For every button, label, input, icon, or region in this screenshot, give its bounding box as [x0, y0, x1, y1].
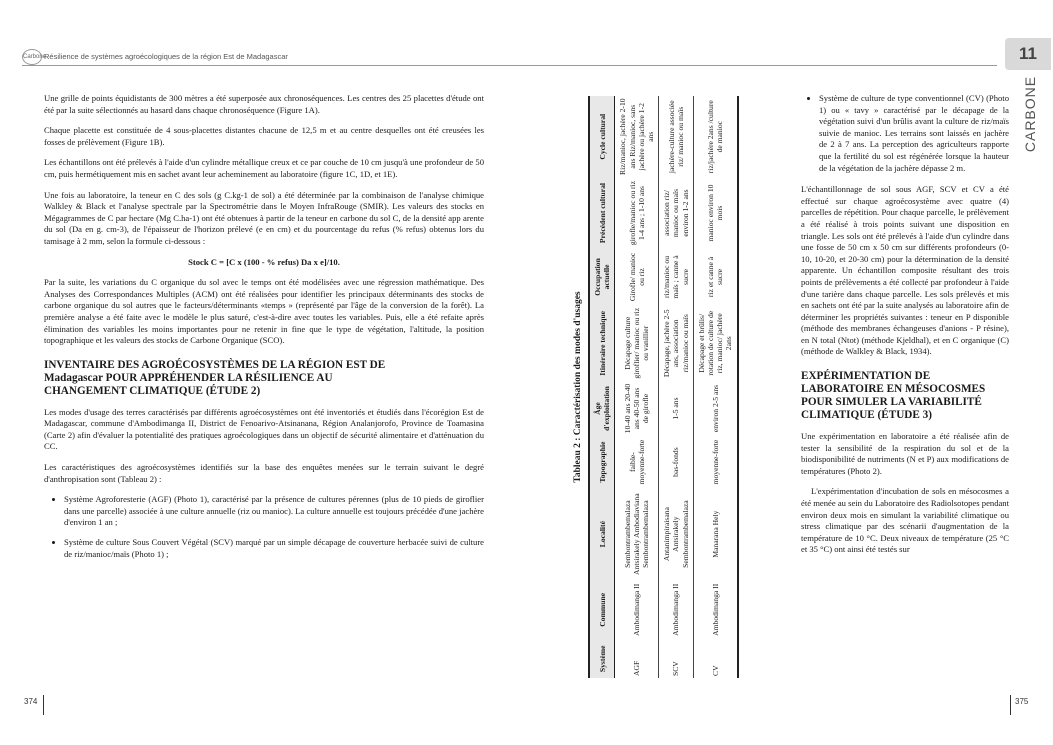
paragraph: L'échantillonnage de sol sous AGF, SCV et CV a été effectué sur chaque agroécosystème avec quatre (4) parcelles de répétition. Pour chaque parcelle, le prélèvement a été réalisé à trois points suivant une disposition en triangle. Les sols ont été prélevés à l'aide d'un cylindre dans une fosse de 50 cm x 50 cm sur différents profondeurs (0-10, 10-20, et 20-30 cm) pour la détermination de la densité apparente. Un échantillon composite résultant des trois points de prélèvements a été collecté par profondeur à l'aide d'une tarière dans chaque parcelle. Les sols prélevés et mis en sachets ont été par la suite analysés au laboratoire afin de déterminer les propriétés suivantes : teneur en P disponible (méthode des membranes échangeuses d'anions - P résine), en N total (Ntot) (méthode Kjeldhal), et en C organique (C) (méthode de Walkley & Black, 1934).	[801, 184, 1009, 357]
table-header-row	[589, 96, 615, 678]
table-row	[693, 96, 737, 678]
table-row	[659, 96, 694, 678]
cell-localite: Antanimpiraisana Antsirakely Sembontrambemalaza	[662, 500, 690, 568]
cell-commune: Ambodimanga II	[671, 583, 681, 636]
publisher-logo: Carbone	[22, 49, 42, 65]
agroecosystem-list	[44, 494, 484, 560]
cell-occupation: riz/manioc ou maïs ; canne à sucre	[662, 255, 690, 299]
right-column	[801, 93, 1009, 565]
cell-commune: Ambodimanga II	[632, 583, 642, 636]
cell-precedent: girofle/manioc ou riz 1-4 ans ; 1-10 ans	[627, 180, 646, 246]
column-header: Précédent cultural	[597, 182, 607, 244]
cell-systeme: CV	[710, 665, 720, 676]
page-number-right-rule	[1010, 695, 1011, 715]
paragraph: Une expérimentation en laboratoire a été réalisée afin de tester la sensibilité de la respiration du sol et de la biodisponibilité de nutriments (N et P) aux modifications de températures (Photo 2).	[801, 431, 1009, 476]
table-caption: Tableau 2 : Caractérisation des modes d'usages	[573, 291, 583, 483]
list-item-scv: • Système de culture Sous Couvert Végétal (SCV) marqué par un simple décapage de couverture herbacée suivi de culture de riz/manioc/maïs (Photo 1) ;	[64, 537, 484, 560]
page-number-right: 375	[1015, 697, 1029, 706]
paragraph: Une fois au laboratoire, la teneur en C des sols (g C.kg-1 de sol) a été déterminée par la combinaison de l'analyse chimique Walkley & Black et l'analyse spectrale par la Spectrométrie dans le Moyen InfraRouge (SMIR). Les valeurs des stocks en Mégagrammes de C par hectare (Mg C.ha-1) ont été obtenues à partir de la teneur en carbone du sol C, de la densité app arente du sol (Da en g. cm-3), de l'épaisseur de l'horizon prélevé (e en cm) et du pourcentage du refus (% refus) obtenus lors du tamisage à 2 mm, selon la formule ci-dessous :	[44, 189, 484, 246]
paragraph: Chaque placette est constituée de 4 sous-placettes distantes chacune de 12,5 m et au centre desquelles ont été creusées les fosses de prélèvement (Figure 1B).	[44, 125, 484, 147]
paragraph: L'expérimentation d'incubation de sols en mésocosmes a été menée au sein du Laboratoire des Radiolsotopes pendant environ deux mois en simulant la variabilité climatique ou stress climatique par des scénarii d'augmentation de la température de 10 °C. Deux niveaux de température (25 °C et 35 °C) ont ainsi été testés sur	[801, 486, 1009, 555]
paragraph: Par la suite, les variations du C organique du sol avec le temps ont été modélisées avec une régression mathématique. Des Analyses des Correspondances Multiples (ACM) ont été réalisées pour identifier les principaux déterminants des stocks de carbone organique du sol autres que le facteurs/déterminants «temps » (représenté par l'âge de la conversion de la forêt). La première analyse a été faite avec le modèle le plus saturé, c'est-à-dire avec toutes les variables. Puis, elle a été refaite après élimination des variables les moins importantes pour ne retenir in fine que le type de végétation, l'altitude, la position topographique et les valeurs des stocks de Carbone Organique (SCO).	[44, 277, 484, 346]
section-heading-etude-2: INVENTAIRE DES AGROÉCOSYSTÈMES DE LA RÉGION EST DE Madagascar POUR APPRÉHENDER LA RÉSILIENCE AU CHANGEMENT CLIMATIQUE (ÉTUDE 2)	[44, 358, 386, 397]
page-number-left-rule	[43, 695, 44, 715]
column-header: Commune	[597, 592, 607, 627]
chapter-number: 11	[1005, 38, 1051, 70]
cell-precedent: manioc environ 10 mois	[706, 184, 725, 242]
cell-cycle: riz/jachère 2ans /culture de manioc	[706, 100, 725, 174]
cell-topographie: faible-moyenne-forte	[627, 439, 646, 485]
cell-commune: Ambodimanga II	[710, 583, 720, 636]
paragraph: Les modes d'usage des terres caractérisés par différents agroécosystèmes ont été inventoriés et étudiés dans l'écorégion Est de Madagascar, commune d'Ambodimanga II, District de Fenoarivo-Atsinanana, Région Analanjorofo, Province de Toamasina (Carte 2) afin d'évaluer la potentialité des pratiques agroécologiques dans un objectif de sécurité alimentaire et d'atténuation du CC.	[44, 406, 484, 452]
paragraph: Les caractéristiques des agroécosystèmes identifiés sur la base des enquêtes menées sur le terrain suivant le degré d'anthropisation sont (Tableau 2) :	[44, 462, 484, 484]
cell-occupation: Girofle/ manioc ou riz	[627, 252, 646, 302]
cell-itineraire: Décapage, jachère 2-5 ans, association riz/manioc ou maïs	[662, 309, 690, 378]
cell-precedent: association riz/ manioc ou maïs environ 1-2 ans	[662, 188, 690, 238]
column-header: Localité	[597, 521, 607, 548]
cell-cycle: jachère-culture associée riz/ manioc ou maïs	[666, 100, 686, 174]
page-number-left: 374	[24, 697, 38, 706]
running-title: Résilience de systèmes agroécologiques de la région Est de Madagascar	[44, 52, 288, 61]
cell-localite: Manarana Hely	[710, 510, 720, 558]
stock-formula: Stock C = [C x (100 - % refus) Da x e]/10.	[188, 256, 340, 267]
cell-localite: Sembontrambemalaza Antsirakely Ambodiaviana Sembontrambemalaza	[623, 493, 651, 575]
table-row	[615, 96, 659, 678]
paragraph: Les échantillons ont été prélevés à l'aide d'un cylindre métallique creux et ce par couche de 10 cm jusqu'à une profondeur de 50 cm, puis hermétiquement mis en sachet avant leur acheminement au laboratoire (figure 1C, 1D, et 1E).	[44, 157, 484, 179]
column-header: Itinéraire technique	[597, 310, 607, 376]
cell-systeme: AGF	[632, 660, 642, 676]
cell-cycle: Riz/manioc, jachère 2-10 ans Riz/manioc, sans jachère ou jachère 1-2 ans	[618, 98, 656, 175]
cell-itineraire: Décapage et brûlis/ rotation de culture de riz, manioc/ jachère 2ans	[696, 310, 734, 376]
cell-age: 10-40 ans 20-40 ans 40-50 ans de girofle	[623, 383, 651, 434]
cell-occupation: riz et canne à sucre	[706, 256, 725, 298]
column-header: Occupation actuelle	[593, 258, 612, 296]
column-header: Cycle cultural	[597, 113, 607, 160]
header-rule	[22, 65, 997, 66]
table-2-container	[568, 96, 780, 678]
cell-age: 1-5 ans	[671, 397, 681, 420]
left-column	[44, 93, 484, 568]
cell-age: environ 2-5 ans	[710, 384, 720, 433]
section-heading-etude-3: EXPÉRIMENTATION DE LABORATOIRE EN MÉSOCOSMES POUR SIMULER LA VARIABILITÉ CLIMATIQUE (ÉTUDE 3)	[801, 370, 986, 422]
cell-itineraire: Décapage culture giroflier/ manioc ou riz ou vanillier	[623, 307, 651, 379]
cell-topographie: bas-fonds	[671, 447, 681, 477]
paragraph: Une grille de points équidistants de 300 mètres a été superposée aux chronoséquences. Les centres des 25 placettes d'étude ont été par la suite sélectionnés au hasard dans chaque chronoséquence (Figure 1A).	[44, 93, 484, 115]
agroecosystem-list-continued	[801, 93, 1009, 174]
cell-systeme: SCV	[671, 661, 681, 676]
usage-modes-table	[588, 96, 739, 678]
list-item-cv: • Système de culture de type conventionnel (CV) (Photo 1) ou « tavy » caractérisé par le décapage de la végétation suivi d'un brûlis avant la culture de riz/maïs suivie de manioc. Les terrains sont laissés en jachère de 2 à 7 ans. La perception des agriculteurs rapporte que la fertilité du sol est régénérée lorsque la hauteur de la végétation de la jachère dépasse 2 m.	[819, 93, 1009, 174]
column-header: Topographie	[597, 441, 607, 483]
chapter-label: CARBONE	[1022, 75, 1038, 153]
cell-topographie: moyenne-forte	[710, 439, 720, 485]
column-header: Système	[597, 645, 607, 673]
column-header: Âge d'exploitation	[593, 386, 612, 431]
list-item-agf: • Système Agroforesterie (AGF) (Photo 1), caractérisé par la présence de cultures pérennes (plus de 10 pieds de giroflier dans une parcelle) associée à une culture annuelle (riz ou manioc). La culture annuelle est toujours précédée d'une jachère d'environ 1 an ;	[64, 494, 484, 529]
